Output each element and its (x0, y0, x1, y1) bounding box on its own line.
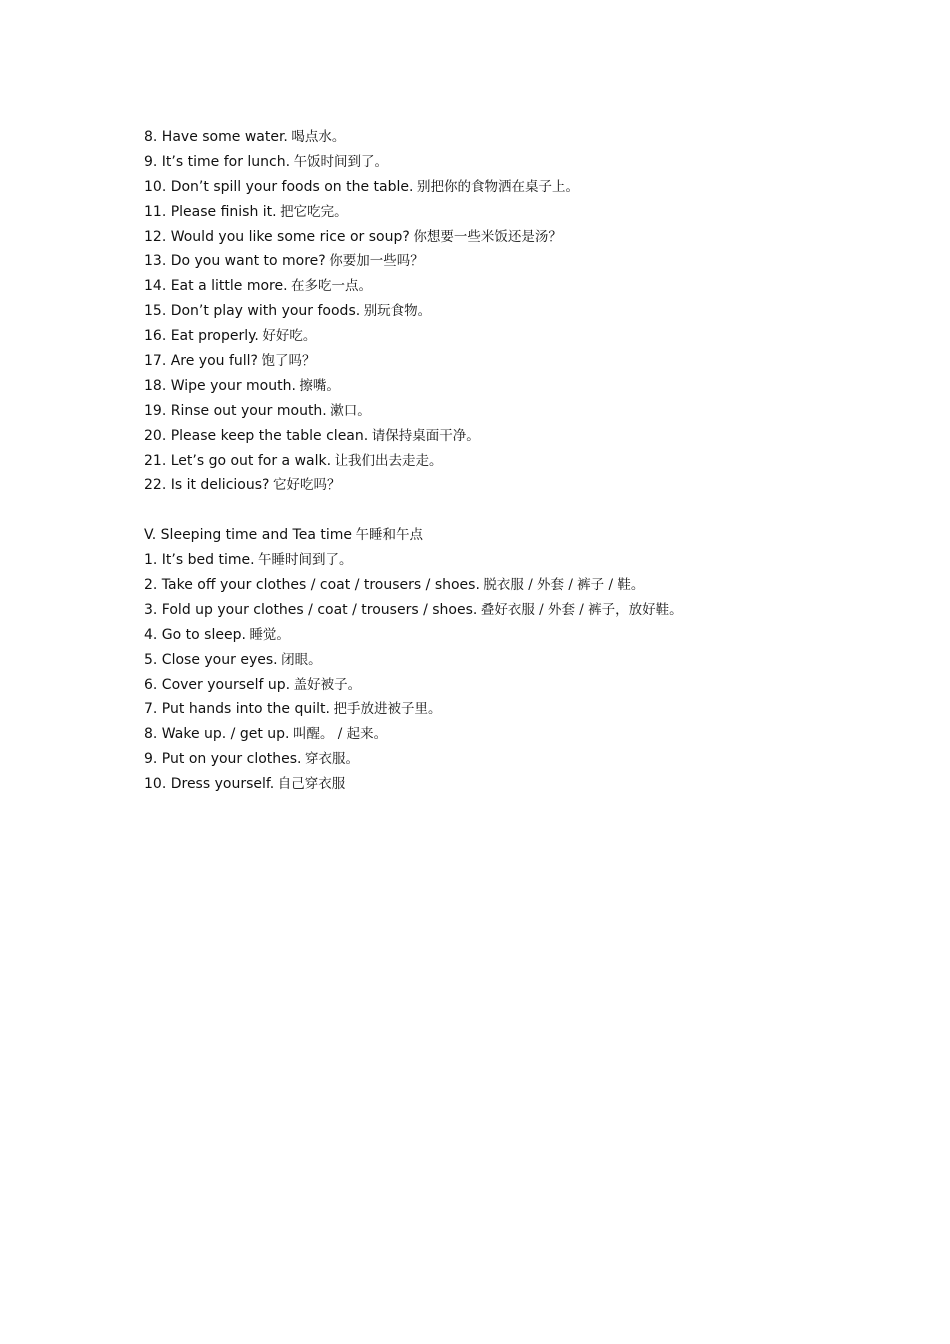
list-item (144, 249, 844, 274)
english-phrase: 4. Go to sleep. (144, 626, 246, 643)
chinese-translation: 它好吃吗？ (272, 477, 341, 494)
chinese-translation: 盖好被子。 (293, 676, 362, 693)
english-phrase: 6. Cover yourself up. (144, 676, 291, 693)
section-heading-chinese: 午睡和午点 (355, 527, 423, 544)
chinese-translation: 你想要一些米饭还是汤？ (413, 228, 562, 245)
chinese-translation: 好好吃。 (262, 328, 317, 345)
list-item (144, 673, 844, 698)
list-item (144, 598, 844, 623)
english-phrase: 8. Have some water. (144, 129, 288, 145)
english-phrase: 2. Take off your clothes / coat / trousers / shoes. (144, 577, 480, 594)
list-item (144, 175, 844, 200)
english-phrase: 16. Eat properly. (144, 328, 259, 345)
english-phrase: 17. Are you full? (144, 353, 258, 370)
chinese-translation: 自己穿衣服 (277, 776, 346, 793)
list-item (144, 772, 844, 797)
english-phrase: 13. Do you want to more? (144, 253, 326, 270)
chinese-translation: 闭眼。 (281, 651, 322, 668)
chinese-translation: 把它吃完。 (280, 203, 348, 220)
list-item (144, 449, 844, 474)
chinese-translation: 脱衣服 / 外套 / 裤子 / 鞋。 (483, 577, 645, 594)
list-item (144, 150, 844, 175)
chinese-translation: 漱口。 (330, 402, 371, 419)
chinese-translation: 擦嘴。 (299, 377, 340, 394)
list-item (144, 225, 844, 250)
english-phrase: 20. Please keep the table clean. (144, 427, 369, 444)
english-phrase: 3. Fold up your clothes / coat / trousers / shoes. (144, 601, 478, 618)
english-phrase: 14. Eat a little more. (144, 278, 288, 295)
english-phrase: 1. It’s bed time. (144, 552, 255, 569)
chinese-translation: 睡觉。 (249, 626, 290, 643)
english-phrase: 22. Is it delicious? (144, 477, 270, 494)
chinese-translation: 午睡时间到了。 (258, 552, 353, 569)
list-item (144, 349, 844, 374)
list-item (144, 648, 844, 673)
chinese-translation: 别把你的食物洒在桌子上。 (416, 178, 579, 195)
english-phrase: 11. Please finish it. (144, 203, 277, 220)
chinese-translation: 喝点水。 (291, 129, 346, 145)
list-item (144, 623, 844, 648)
english-phrase: 9. Put on your clothes. (144, 751, 302, 768)
chinese-translation: 在多吃一点。 (291, 278, 373, 295)
english-phrase: 7. Put hands into the quilt. (144, 701, 330, 718)
english-phrase: 19. Rinse out your mouth. (144, 402, 327, 419)
english-phrase: 10. Dress yourself. (144, 776, 275, 793)
chinese-translation: 叫醒。 / 起来。 (292, 726, 388, 743)
list-item (144, 722, 844, 747)
chinese-translation: 别玩食物。 (363, 303, 432, 320)
english-phrase: 12. Would you like some rice or soup? (144, 228, 410, 245)
english-phrase: 10. Don’t spill your foods on the table. (144, 178, 414, 195)
english-phrase: 21. Let’s go out for a walk. (144, 452, 332, 469)
list-item (144, 399, 844, 424)
list-item (144, 548, 844, 573)
list-item (144, 324, 844, 349)
english-phrase: 15. Don’t play with your foods. (144, 303, 361, 320)
chinese-translation: 饱了吗？ (261, 353, 316, 370)
document-body (144, 125, 844, 797)
list-item (144, 274, 844, 299)
english-phrase: 18. Wipe your mouth. (144, 377, 296, 394)
list-item (144, 573, 844, 598)
section-heading-english: V. Sleeping time and Tea time (144, 527, 352, 544)
list-item (144, 697, 844, 722)
chinese-translation: 穿衣服。 (305, 751, 360, 768)
english-phrase: 8. Wake up. / get up. (144, 726, 290, 743)
chinese-translation: 请保持桌面干净。 (371, 427, 480, 444)
english-phrase: 9. It’s time for lunch. (144, 153, 291, 170)
list-item (144, 473, 844, 498)
chinese-translation: 叠好衣服 / 外套 / 裤子，放好鞋。 (480, 601, 683, 618)
list-item (144, 747, 844, 772)
chinese-translation: 你要加一些吗？ (329, 253, 424, 270)
list-item (144, 424, 844, 449)
list-item (144, 299, 844, 324)
section-spacer (144, 498, 844, 523)
english-phrase: 5. Close your eyes. (144, 651, 278, 668)
list-item (144, 374, 844, 399)
chinese-translation: 让我们出去走走。 (334, 452, 443, 469)
chinese-translation: 把手放进被子里。 (333, 701, 442, 718)
section-heading (144, 523, 844, 548)
chinese-translation: 午饭时间到了。 (293, 153, 389, 170)
list-item (144, 125, 844, 150)
list-item (144, 200, 844, 225)
